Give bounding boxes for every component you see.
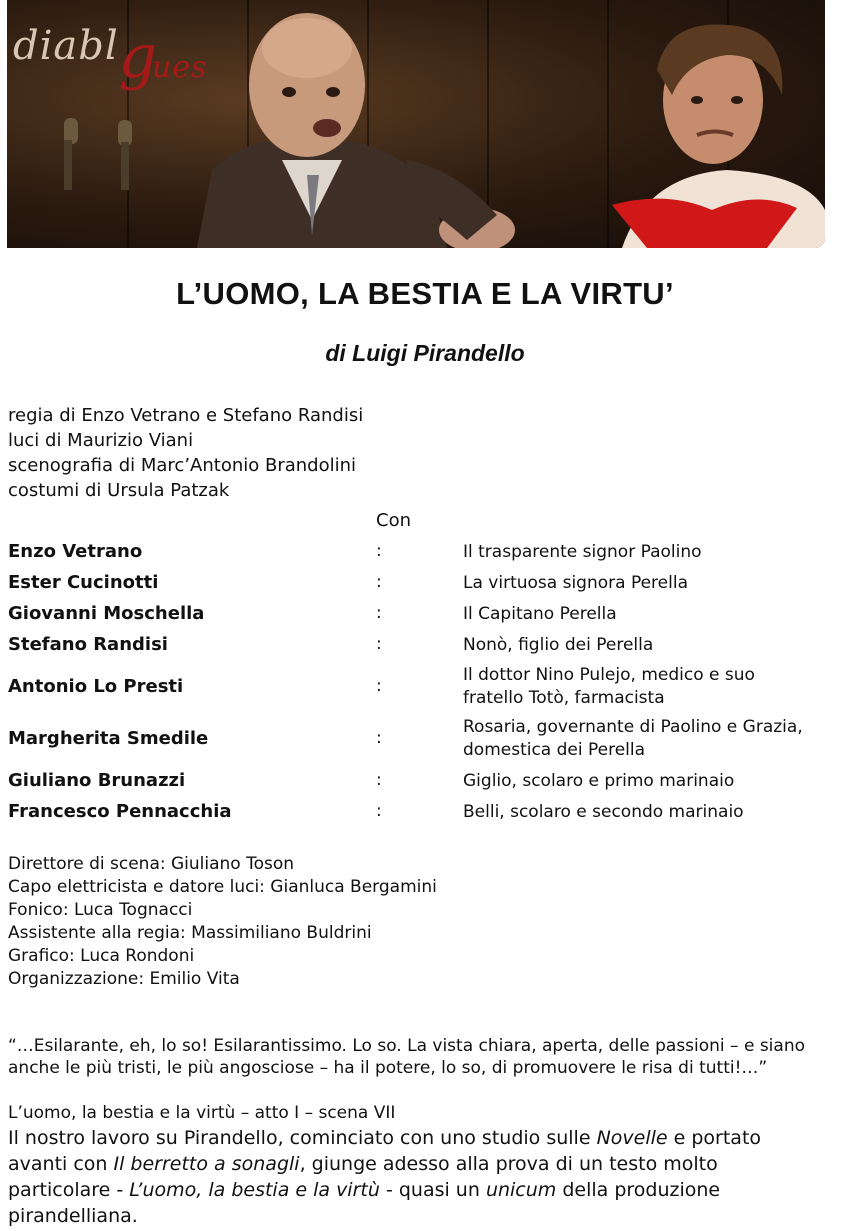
- cast-separator: :: [376, 676, 382, 696]
- credit-line: costumi di Ursula Patzak: [8, 480, 230, 501]
- cast-separator: :: [376, 634, 382, 654]
- crew-line: Capo elettricista e datore luci: Gianluca Bergamini: [8, 877, 437, 897]
- crew-line: Grafico: Luca Rondoni: [8, 946, 195, 966]
- crew-line: Assistente alla regia: Massimiliano Buldrini: [8, 923, 372, 943]
- hero-photo: [7, 0, 825, 248]
- con-label: Con: [376, 510, 411, 531]
- cast-separator: :: [376, 801, 382, 821]
- credit-line: regia di Enzo Vetrano e Stefano Randisi: [8, 405, 364, 426]
- cast-separator: :: [376, 728, 382, 748]
- cast-role: Il Capitano Perella: [463, 604, 617, 624]
- crew-line: Organizzazione: Emilio Vita: [8, 969, 240, 989]
- cast-actor: Antonio Lo Presti: [8, 676, 184, 697]
- cast-separator: :: [376, 572, 382, 592]
- cast-role: Belli, scolaro e secondo marinaio: [463, 802, 744, 822]
- credit-line: luci di Maurizio Viani: [8, 430, 194, 451]
- quote-source: L’uomo, la bestia e la virtù – atto I – scena VII: [8, 1103, 396, 1123]
- crew-line: Direttore di scena: Giuliano Toson: [8, 854, 295, 874]
- cast-actor: Giuliano Brunazzi: [8, 770, 186, 791]
- cast-separator: :: [376, 603, 382, 623]
- cast-role: La virtuosa signora Perella: [463, 573, 688, 593]
- logo-g-letter: g: [118, 22, 159, 92]
- cast-role: Il dottor Nino Pulejo, medico e suo fratello Totò, farmacista: [463, 665, 755, 708]
- crew-line: Fonico: Luca Tognacci: [8, 900, 193, 920]
- production-credits: [8, 403, 363, 503]
- crew-list: [8, 853, 437, 991]
- description-paragraph: Il nostro lavoro su Pirandello, cominciato con uno studio sulle Novelle e portato avanti con Il berretto a sonagli, giunge adesso alla prova di un testo molto particolare - L’uomo, la bestia e la virtù - quasi un unicum della produzione pirandelliana.: [8, 1127, 762, 1227]
- play-author: di Luigi Pirandello: [325, 340, 525, 366]
- cast-role: Il trasparente signor Paolino: [463, 542, 702, 562]
- cast-separator: :: [376, 541, 382, 561]
- cast-role: Giglio, scolaro e primo marinaio: [463, 771, 735, 791]
- cast-role: Nonò, figlio dei Perella: [463, 635, 654, 655]
- cast-actor: Margherita Smedile: [8, 728, 209, 749]
- cast-separator: :: [376, 770, 382, 790]
- cast-actor: Giovanni Moschella: [8, 603, 205, 624]
- actors-illustration: [7, 0, 825, 248]
- logo-main-text: diabl: [13, 23, 119, 69]
- cast-actor: Francesco Pennacchia: [8, 801, 232, 822]
- cast-actor: Stefano Randisi: [8, 634, 168, 655]
- quote-text: “…Esilarante, eh, lo so! Esilarantissimo. Lo so. La vista chiara, aperta, delle passioni – e siano anche le più tristi, le più angosciose – ha il potere, lo so, di promuovere le risa di tutti!…”: [8, 1036, 805, 1078]
- cast-role: Rosaria, governante di Paolino e Grazia, domestica dei Perella: [463, 717, 803, 760]
- cast-actor: Enzo Vetrano: [8, 541, 143, 562]
- cast-actor: Ester Cucinotti: [8, 572, 159, 593]
- logo-tail-text: ues: [152, 50, 208, 85]
- credit-line: scenografia di Marc’Antonio Brandolini: [8, 455, 357, 476]
- play-title: L’UOMO, LA BESTIA E LA VIRTU’: [176, 276, 674, 311]
